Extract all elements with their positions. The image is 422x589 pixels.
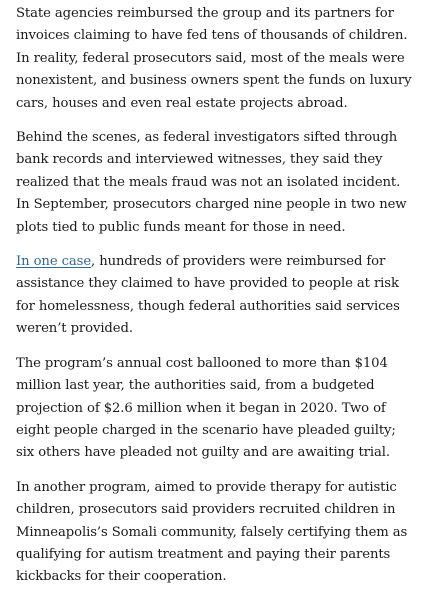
paragraph-homelessness-case xyxy=(16,251,416,341)
in-one-case-link[interactable]: In one case xyxy=(16,254,92,270)
paragraph-program-cost: The program’s annual cost ballooned to more than $104 million last year, the authorities said, from a budgeted projection of $2.6 million when it began in 2020. Two of eight people charged in the scenario have pleaded guilty; six others have pleaded not guilty and are awaiting trial. xyxy=(16,355,396,461)
paragraph-investigation: Behind the scenes, as federal investigators sifted through bank records and interviewed witnesses, they said they realized that the meals fraud was not an isolated incident. In September, prosecutors charged nine people in two new plots tied to public funds meant for those in need. xyxy=(16,130,407,235)
paragraph-homelessness-text: , hundreds of providers were reimbursed for assistance they claimed to have provided to people at risk for homelessness, though federal authorities said services weren’t provided. xyxy=(16,254,400,337)
paragraph-autism-program: In another program, aimed to provide therapy for autistic children, prosecutors said providers recruited children in Minneapolis’s Somali community, falsely certifying them as qualifying for autism treatment and paying their parents kickbacks for their cooperation. xyxy=(16,479,408,585)
paragraph-meals-fraud: State agencies reimbursed the group and its partners for invoices claiming to have fed tens of thousands of children. In reality, federal prosecutors said, most of the meals were nonexistent, and business owners spent the funds on luxury cars, houses and even real estate projects abroad. xyxy=(16,6,412,111)
